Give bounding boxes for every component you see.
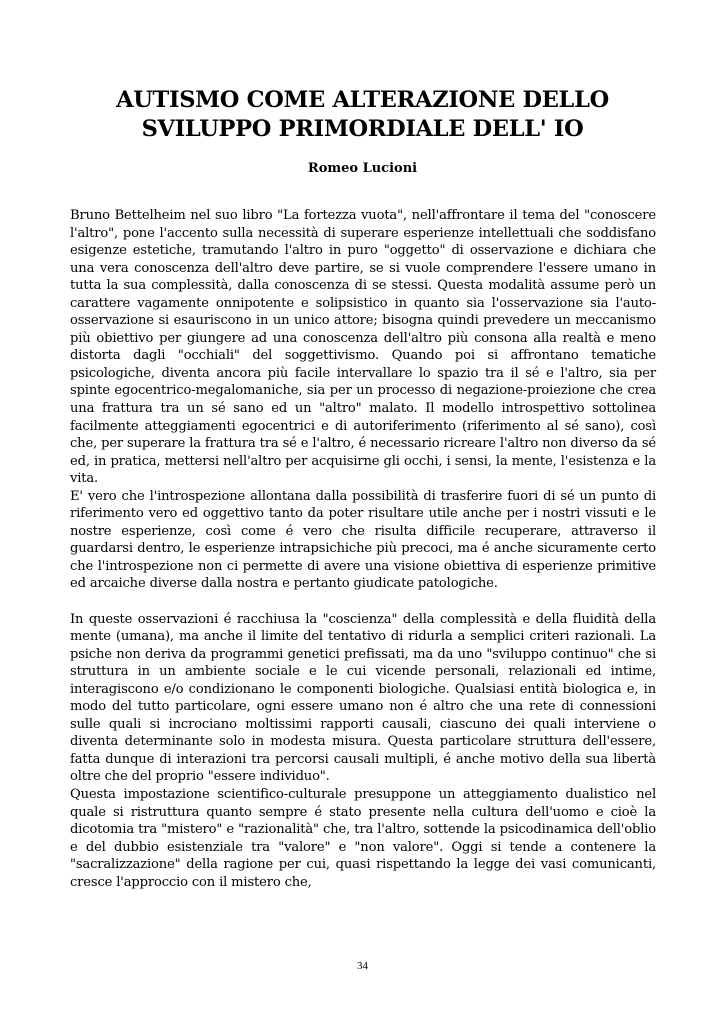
paragraph: Bruno Bettelheim nel suo libro "La fortezza vuota", nell'affrontare il tema del "conoscere l'altro", pone l'accento sulla necessità di superare esperienze intellettuali che soddisfano esigenze estetiche, tramutando l'altro in puro "oggetto" di osservazione e dichiara che una vera conoscenza dell'altro deve partire, se si vuole comprendere l'essere umano in tutta la sua complessità, dalla conoscenza di se stessi. Questa modalità assume però un carattere vagamente onnipotente e solipsistico in quanto sia l'osservazione sia l'auto-osservazione si esauriscono in un unico attore; bisogna quindi prevedere un meccanismo più obiettivo per giungere ad una conoscenza dell'altro più consona alla realtà e meno distorta dagli "occhiali" del soggettivismo. Quando poi si affrontano tematiche psicologiche, diventa ancora più facile intervallare lo spazio tra il sé e l'altro, sia per spinte egocentrico-megalomaniche, sia per un processo di negazione-proiezione che crea una frattura tra un sé sano ed un "altro" malato. Il modello introspettivo sottolinea facilmente atteggiamenti egocentrici e di autoriferimento (riferimento al sé sano), così che, per superare la frattura tra sé e l'altro, é necessario ricreare l'altro non diverso da sé ed, in pratica, mettersi nell'altro per acquisirne gli occhi, i sensi, la mente, l'esistenza e la vita. [70,208,656,487]
paragraph: Questa impostazione scientifico-culturale presuppone un atteggiamento dualistico nel quale si ristruttura quanto sempre é stato presente nella cultura dell'uomo e cioè la dicotomia tra "mistero" e "razionalità" che, tra l'altro, sottende la psicodinamica dell'oblio e del dubbio esistenziale tra "valore" e "non valore". Oggi si tende a contenere la "sacralizzazione" della ragione per cui, quasi rispettando la legge dei vasi comunicanti, cresce l'approccio con il mistero che, [70,787,656,890]
paragraph: In queste osservazioni é racchiusa la "coscienza" della complessità e della fluidità della mente (umana), ma anche il limite del tentativo di ridurla a semplici criteri razionali. La psiche non deriva da programmi genetici prefissati, ma da uno "sviluppo continuo" che si struttura in un ambiente sociale e le cui vicende personali, relazionali ed intime, interagiscono e/o condizionano le componenti biologiche. Qualsiasi entità biologica e, in modo del tutto particolare, ogni essere umano non é altro che una rete di connessioni sulle quali si incrociano moltissimi rapporti causali, ciascuno dei quali interviene o diventa determinante solo in modesta misura. Questa particolare struttura dell'essere, fatta dunque di interazioni tra percorsi causali multipli, é anche motivo della sua libertà oltre che del proprio "essere individuo". [70,611,656,785]
paragraph: E' vero che l'introspezione allontana dalla possibilità di trasferire fuori di sé un punto di riferimento vero ed oggettivo tanto da poter risultare utile anche per i nostri vissuti e le nostre esperienze, così come é vero che risulta difficile recuperare, attraverso il guardarsi dentro, le esperienze intrapsichiche più precoci, ma é anche sicuramente certo che l'introspezione non ci permette di avere una visione obiettiva di esperienze primitive ed arcaiche diverse dalla nostra e pertanto giudicate patologiche. [70,488,656,592]
document-title [60,86,665,144]
title-line-1: AUTISMO COME ALTERAZIONE DELLO [116,87,609,113]
author-name: Romeo Lucioni [307,161,418,176]
article-body [70,207,656,891]
paragraph-spacer [70,593,656,611]
title-line-2: SVILUPPO PRIMORDIALE DELL' IO [141,116,584,142]
page-number: 34 [357,960,368,972]
